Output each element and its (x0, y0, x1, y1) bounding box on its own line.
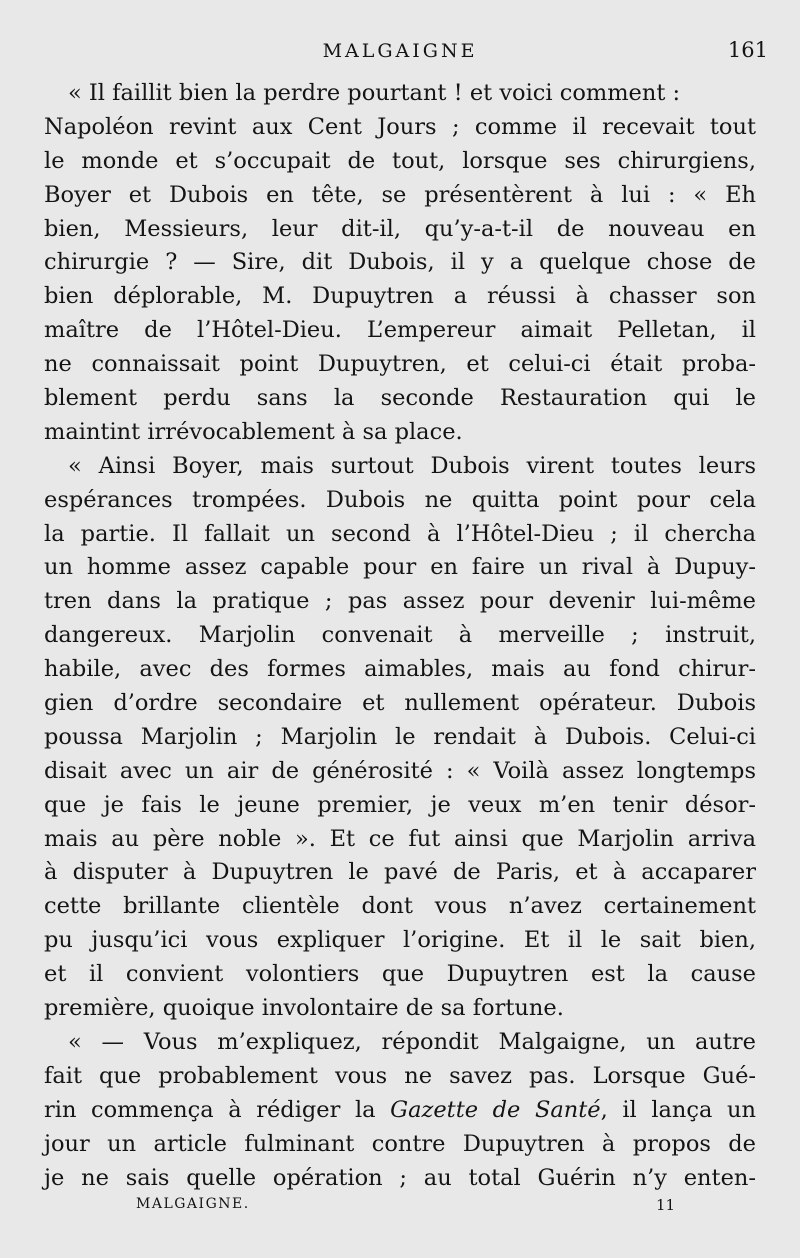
text-line: Napoléon revint aux Cent Jours ; comme il recevait tout (44, 113, 756, 140)
italic-title: Gazette de Santé (390, 1096, 601, 1123)
text-line: première, quoique involontaire de sa fortune. (44, 995, 564, 1022)
text-line: un homme assez capable pour en faire un rival à Dupuy- (44, 554, 756, 581)
text-segment: , il lança un (600, 1096, 756, 1123)
text-line: disait avec un air de générosité : « Voilà assez longtemps (44, 757, 756, 784)
text-line: tren dans la pratique ; pas assez pour devenir lui-même (44, 588, 756, 615)
text-line: fait que probablement vous ne savez pas. Lorsque Gué- (44, 1062, 756, 1089)
text-line: je ne sais quelle opération ; au total Guérin n’y enten- (44, 1164, 756, 1191)
page-number: 161 (727, 38, 768, 62)
text-line: poussa Marjolin ; Marjolin le rendait à Dubois. Celui-ci (44, 723, 756, 750)
text-line: bien, Messieurs, leur dit-il, qu’y-a-t-il de nouveau en (44, 215, 756, 242)
text-line: maintint irrévocablement à sa place. (44, 418, 463, 445)
text-line: chirurgie ? — Sire, dit Dubois, il y a quelque chose de (44, 249, 756, 276)
text-segment: rin commença à rédiger la (44, 1096, 391, 1123)
text-line: et il convient volontiers que Dupuytren est la cause (44, 961, 756, 988)
text-line: jour un article fulminant contre Dupuytren à propos de (44, 1130, 756, 1157)
text-line: gien d’ordre secondaire et nullement opérateur. Dubois (44, 690, 756, 717)
text-line: que je fais le jeune premier, je veux m’en tenir désor- (44, 791, 756, 818)
text-line: pu jusqu’ici vous expliquer l’origine. Et il le sait bien, (44, 927, 756, 954)
signature-mark: MALGAIGNE. (136, 1196, 250, 1212)
text-line: « Il faillit bien la perdre pourtant ! et voici comment : (68, 80, 681, 106)
text-line: habile, avec des formes aimables, mais au fond chirur- (44, 656, 756, 683)
text-line: espérances trompées. Dubois ne quitta point pour cela (44, 486, 756, 513)
text-line: ne connaissait point Dupuytren, et celui-ci était proba- (44, 351, 756, 378)
text-line: maître de l’Hôtel-Dieu. L’empereur aimait Pelletan, il (44, 317, 756, 344)
text-line (44, 1094, 756, 1128)
text-line: Boyer et Dubois en tête, se présentèrent à lui : « Eh (44, 181, 756, 208)
text-line: la partie. Il fallait un second à l’Hôtel-Dieu ; il chercha (44, 520, 756, 547)
text-line: cette brillante clientèle dont vous n’avez certainement (44, 893, 756, 920)
text-line: bien déplorable, M. Dupuytren a réussi à chasser son (44, 283, 756, 310)
running-title: MALGAIGNE (322, 40, 478, 62)
text-line: blement perdu sans la seconde Restauration qui le (44, 385, 756, 412)
text-line: mais au père noble ». Et ce fut ainsi que Marjolin arriva (44, 825, 756, 852)
signature-number: 11 (656, 1196, 676, 1214)
text-line: le monde et s’occupait de tout, lorsque ses chirurgiens, (44, 147, 756, 174)
text-line: « — Vous m’expliquez, répondit Malgaigne, un autre (68, 1028, 756, 1055)
body-text (44, 77, 756, 1195)
text-line: dangereux. Marjolin convenait à merveille ; instruit, (44, 622, 756, 649)
text-line: « Ainsi Boyer, mais surtout Dubois virent toutes leurs (68, 452, 756, 479)
text-line: à disputer à Dupuytren le pavé de Paris, et à accaparer (44, 859, 756, 886)
page-footer (0, 1196, 800, 1220)
running-head (0, 38, 800, 66)
